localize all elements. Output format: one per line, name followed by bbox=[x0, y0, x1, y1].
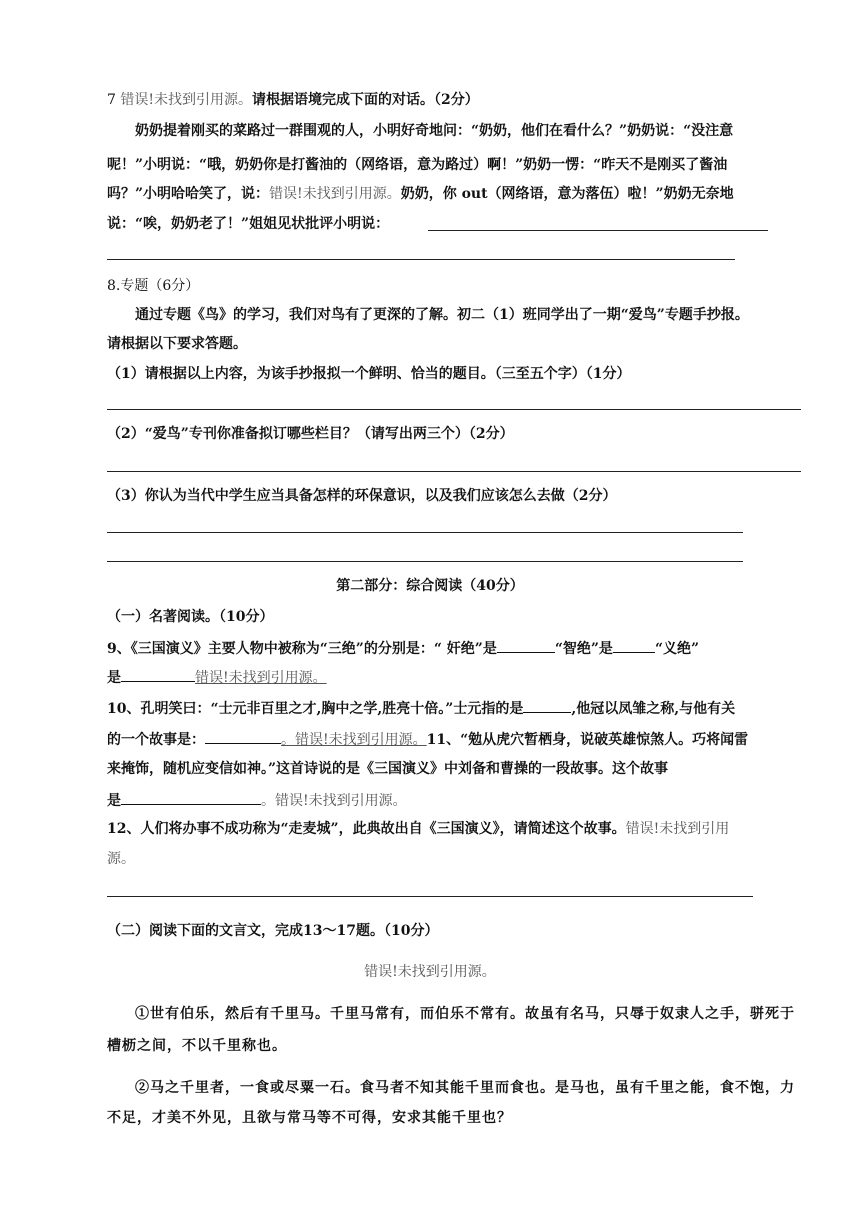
q10-text-a: 10、孔明笑曰：“士元非百里之才,胸中之学,胜亮十倍。”士元指的是 bbox=[107, 701, 524, 717]
q8-intro-1: 通过专题《鸟》的学习，我们对鸟有了更深的了解。初二（1）班同学出了一期“爱鸟”专题手抄报。 bbox=[135, 307, 749, 323]
q11-text-a: 11、“勉从虎穴暂栖身，说破英雄惊煞人。巧将闻雷 bbox=[426, 732, 749, 748]
passage-p2-line-1: ②马之千里者，一食或尽粟一石。食马者不知其能千里而食也。是马也，虽有千里之能，食不饱，力 bbox=[135, 1080, 795, 1096]
q12-line-1 bbox=[107, 819, 729, 839]
q7-prompt: 请根据语境完成下面的对话。（2分） bbox=[252, 92, 479, 108]
q8-sub-3: （3）你认为当代中学生应当具备怎样的环保意识，以及我们应该怎么去做（2分） bbox=[107, 488, 617, 504]
q10-line-2 bbox=[107, 729, 748, 750]
q7-header bbox=[107, 90, 479, 110]
q7-line-4-text: 说：“唉，奶奶老了！”姐姐见状批评小明说： bbox=[107, 216, 390, 232]
q10-line-1 bbox=[107, 698, 735, 719]
q8-sub-3-answer-line-1[interactable] bbox=[107, 532, 743, 533]
q8-title: 8.专题（6分） bbox=[107, 278, 200, 294]
q12-answer-line[interactable] bbox=[107, 896, 753, 897]
q8-sub-1-answer-line[interactable] bbox=[107, 409, 801, 410]
q9-blank-2[interactable] bbox=[613, 638, 655, 653]
q11-line-3 bbox=[107, 790, 407, 811]
q7-line-1: 奶奶提着刚买的菜路过一群围观的人，小明好奇地问：“奶奶，他们在看什么？”奶奶说：“没注意 bbox=[135, 123, 734, 139]
q12-text: 12、人们将办事不成功称为“走麦城”，此典故出自《三国演义》，请简述这个故事。 bbox=[107, 821, 626, 837]
part2-heading: 第二部分：综合阅读（40分） bbox=[336, 578, 524, 594]
q12-error-ref-2: 源。 bbox=[107, 851, 135, 867]
q11-line-2: 来掩饰，随机应变信如神。”这首诗说的是《三国演义》中刘备和曹操的一段故事。这个故事 bbox=[107, 761, 669, 777]
q9-line-2 bbox=[107, 667, 327, 688]
q7-line-4 bbox=[107, 214, 389, 234]
q10-error-ref: 。错误!未找到引用源。 bbox=[281, 732, 427, 748]
q9-text-a: 9、《三国演义》主要人物中被称为“三绝”的分别是：“ 奸绝”是 bbox=[107, 641, 497, 657]
q9-text-c: “义绝” bbox=[654, 641, 700, 657]
q8-sub-3-answer-line-2[interactable] bbox=[107, 561, 743, 562]
q7-error-ref: 错误!未找到引用源。 bbox=[120, 92, 253, 108]
q9-blank-3[interactable] bbox=[121, 667, 195, 682]
q7-answer-line-2[interactable] bbox=[107, 259, 735, 260]
q8-sub-2: （2）“爱鸟”专刊你准备拟订哪些栏目？（请写出两三个）（2分） bbox=[107, 426, 514, 442]
q9-text-d: 是 bbox=[107, 670, 121, 686]
q10-blank-2[interactable] bbox=[205, 729, 281, 744]
q10-blank-1[interactable] bbox=[523, 698, 571, 713]
q7-line-3b: 奶奶，你 out（网络语，意为落伍）啦！”奶奶无奈地 bbox=[400, 186, 734, 202]
q11-text-c: 是 bbox=[107, 793, 121, 809]
q7-number: 7 bbox=[107, 92, 116, 108]
q9-error-ref: 错误!未找到引用源。 bbox=[195, 670, 327, 686]
q11-error-ref: 。错误!未找到引用源。 bbox=[261, 793, 407, 809]
q8-sub-1: （1）请根据以上内容，为该手抄报拟一个鲜明、恰当的题目。（三至五个字）（1分） bbox=[107, 366, 631, 382]
q7-line-3 bbox=[107, 184, 734, 204]
q7-line-3a: 吗？”小明哈哈笑了，说： bbox=[107, 186, 270, 202]
q10-text-b: ,他冠以凤雏之称,与他有关 bbox=[571, 701, 736, 717]
passage-p1-line-1: ①世有伯乐，然后有千里马。千里马常有，而伯乐不常有。故虽有名马，只辱于奴隶人之手，骈死于 bbox=[135, 1006, 795, 1022]
passage-title-error: 错误!未找到引用源。 bbox=[364, 964, 496, 980]
q7-answer-line-1[interactable] bbox=[428, 230, 768, 231]
q7-line-3-error: 错误!未找到引用源。 bbox=[269, 186, 401, 202]
q12-error-ref-1: 错误!未找到引用 bbox=[625, 821, 730, 837]
q9-line-1 bbox=[107, 638, 699, 659]
section2-heading: （二）阅读下面的文言文，完成13～17题。（10分） bbox=[107, 923, 439, 939]
section1-heading: （一）名著阅读。（10分） bbox=[107, 609, 274, 625]
passage-p2-line-2: 不足，才美不外见，且欲与常马等不可得，安求其能千里也？ bbox=[107, 1110, 512, 1126]
q9-blank-1[interactable] bbox=[497, 638, 555, 653]
passage-p1-line-2: 槽枥之间，不以千里称也。 bbox=[107, 1038, 287, 1054]
q9-text-b: “智绝”是 bbox=[554, 641, 613, 657]
q10-text-c: 的一个故事是： bbox=[107, 732, 205, 748]
q7-line-2: 呢！”小明说：“哦，奶奶你是打酱油的（网络语，意为路过）啊！”奶奶一愣：“昨天不是刚买了酱油 bbox=[107, 157, 728, 173]
q8-sub-2-answer-line[interactable] bbox=[107, 471, 801, 472]
q11-blank[interactable] bbox=[121, 790, 261, 805]
q8-intro-2: 请根据以下要求答题。 bbox=[107, 336, 247, 352]
